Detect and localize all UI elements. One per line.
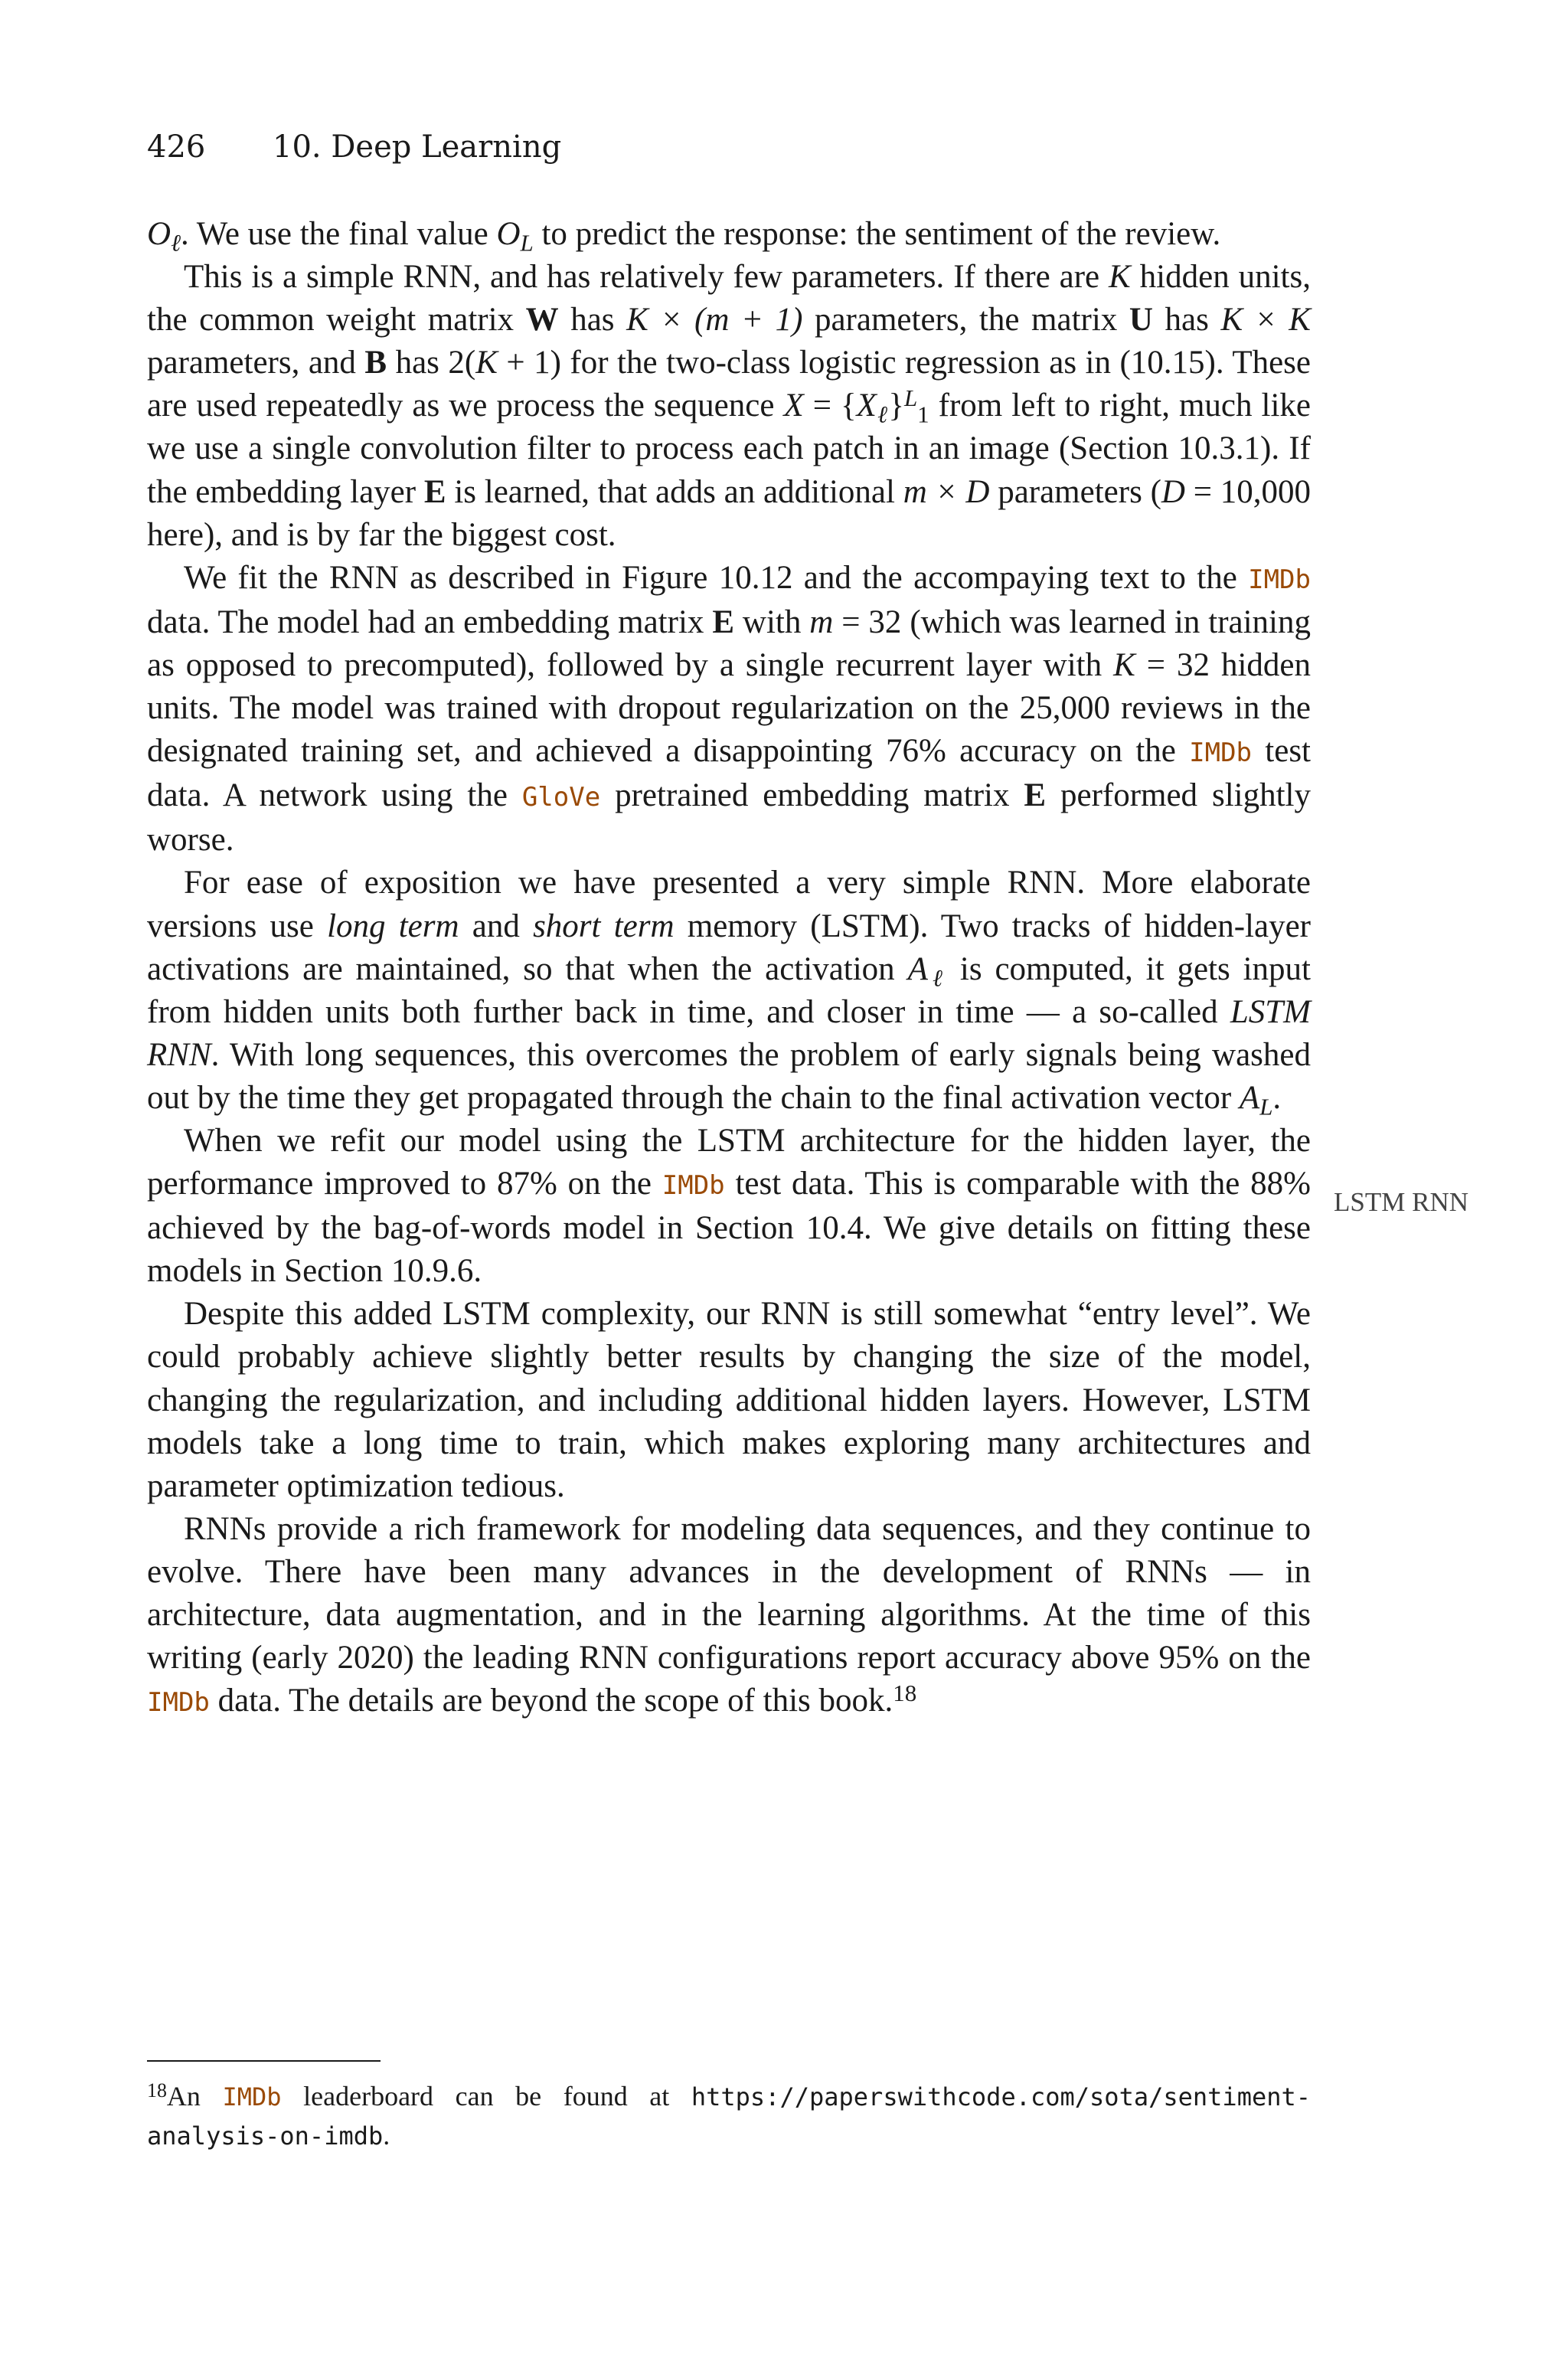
paragraph-1: $O_\ell$. We use the final value $O_L$ to predict the response: the sentiment of the review. <box>147 216 1221 257</box>
leaderboard-link[interactable]: https://paperswithcode.com/sota/​sentiment-analysis-on-imdb <box>147 2082 1312 2151</box>
math-expression: K × (m + 1) <box>626 302 803 339</box>
paragraph-6: Despite this added LSTM complexity, our RNN is still somewhat “entry level”. We could probably achieve slightly better results by changing the size of the model, changing the regularization, and including additional hidden layers. However, LSTM models take a long time to train, which makes exploring many architectures and parameter optimization tedious. <box>147 1296 1311 1504</box>
math-subscript: L <box>520 229 534 257</box>
matrix-symbol: B <box>364 345 387 381</box>
paragraph-2: This is a simple RNN, and has relatively few parameters. If there are K hidden units, the common weight matrix W has K × (m + 1) parameters, the matrix U has K × K parameters, and B has 2(K + 1) for the two-class logistic regression as in (10.15). These are used repeatedly as we process the sequence $X = \{X_\ell\}^L_1$ from left to right, much like we use a single convolution filter to process each patch in an image (Section 10.3.1). If the embedding layer E is learned, that adds an additional m × D parameters (D = 10,000 here), and is by far the biggest cost. <box>147 259 1311 553</box>
matrix-symbol: E <box>1024 777 1047 814</box>
footnote-rule <box>147 2060 381 2062</box>
matrix-symbol: W <box>525 302 559 339</box>
paragraph-5: When we refit our model using the LSTM architecture for the hidden layer, the performance improved to 87% on the IMDb test data. This is comparable with the 88% achieved by the bag-of-words model in Section 10.4. We give details on fitting these models in Section 10.9.6. <box>147 1122 1311 1290</box>
code-term: IMDb <box>222 2082 282 2111</box>
code-term: IMDb <box>1189 738 1253 769</box>
running-header <box>147 127 561 167</box>
chapter-title: 10. Deep Learning <box>273 129 562 165</box>
paragraph-7: RNNs provide a rich framework for modeling data sequences, and they continue to evolve. There have been many advances in the development of RNNs — in architecture, data augmentation, and in the learning algorithms. At the time of this writing (early 2020) the leading RNN configurations report accuracy above 95% on the IMDb data. The details are beyond the scope of this book.$^{18}$ <box>147 1510 1311 1719</box>
math-subscript: ℓ <box>171 229 181 257</box>
matrix-symbol: E <box>423 473 446 510</box>
math-symbol: O <box>147 216 172 252</box>
code-term: IMDb <box>1248 564 1311 595</box>
footnote-number: 18 <box>147 2079 167 2102</box>
paragraph-3: We fit the RNN as described in Figure 10.12 and the accompaying text to the IMDb data. The model had an embedding matrix E with m = 32 (which was learned in training as opposed to precomputed), followed by a single recurrent layer with K = 32 hidden units. The model was trained with dropout regularization on the 25,000 reviews in the designated training set, and achieved a disappointing 76% accuracy on the IMDb test data. A network using the GloVe pretrained embedding matrix E performed slightly worse. <box>147 559 1312 859</box>
footnote-marker[interactable]: 18 <box>893 1680 917 1707</box>
code-term: IMDb <box>662 1170 725 1202</box>
page-number: 426 <box>147 129 206 165</box>
math-expression: m × D <box>903 473 990 510</box>
main-text <box>147 213 1311 1724</box>
matrix-symbol: E <box>712 603 734 640</box>
math-symbol: O <box>496 216 521 252</box>
math-expression: K × K <box>1220 302 1311 339</box>
matrix-symbol: U <box>1129 302 1153 339</box>
code-term: GloVe <box>521 782 601 813</box>
code-term: IMDb <box>147 1687 210 1719</box>
margin-note: LSTM RNN <box>1334 1187 1468 1217</box>
footnote: $^{18}$An IMDb leaderboard can be found at https://paperswithcode.com/sota/​sentiment-analysis-on-imdb. <box>147 2079 1312 2151</box>
paragraph-4: For ease of exposition we have presented a very simple RNN. More elaborate versions use long term and short term memory (LSTM). Two tracks of hidden-layer activations are maintained, so that when the activation $A_\ell$ is computed, it gets input from hidden units both further back in time, and closer in time — a so-called LSTM RNN. With long sequences, this overcomes the problem of early signals being washed out by the time they get propagated through the chain to the final activation vector $A_L$. <box>147 865 1311 1120</box>
